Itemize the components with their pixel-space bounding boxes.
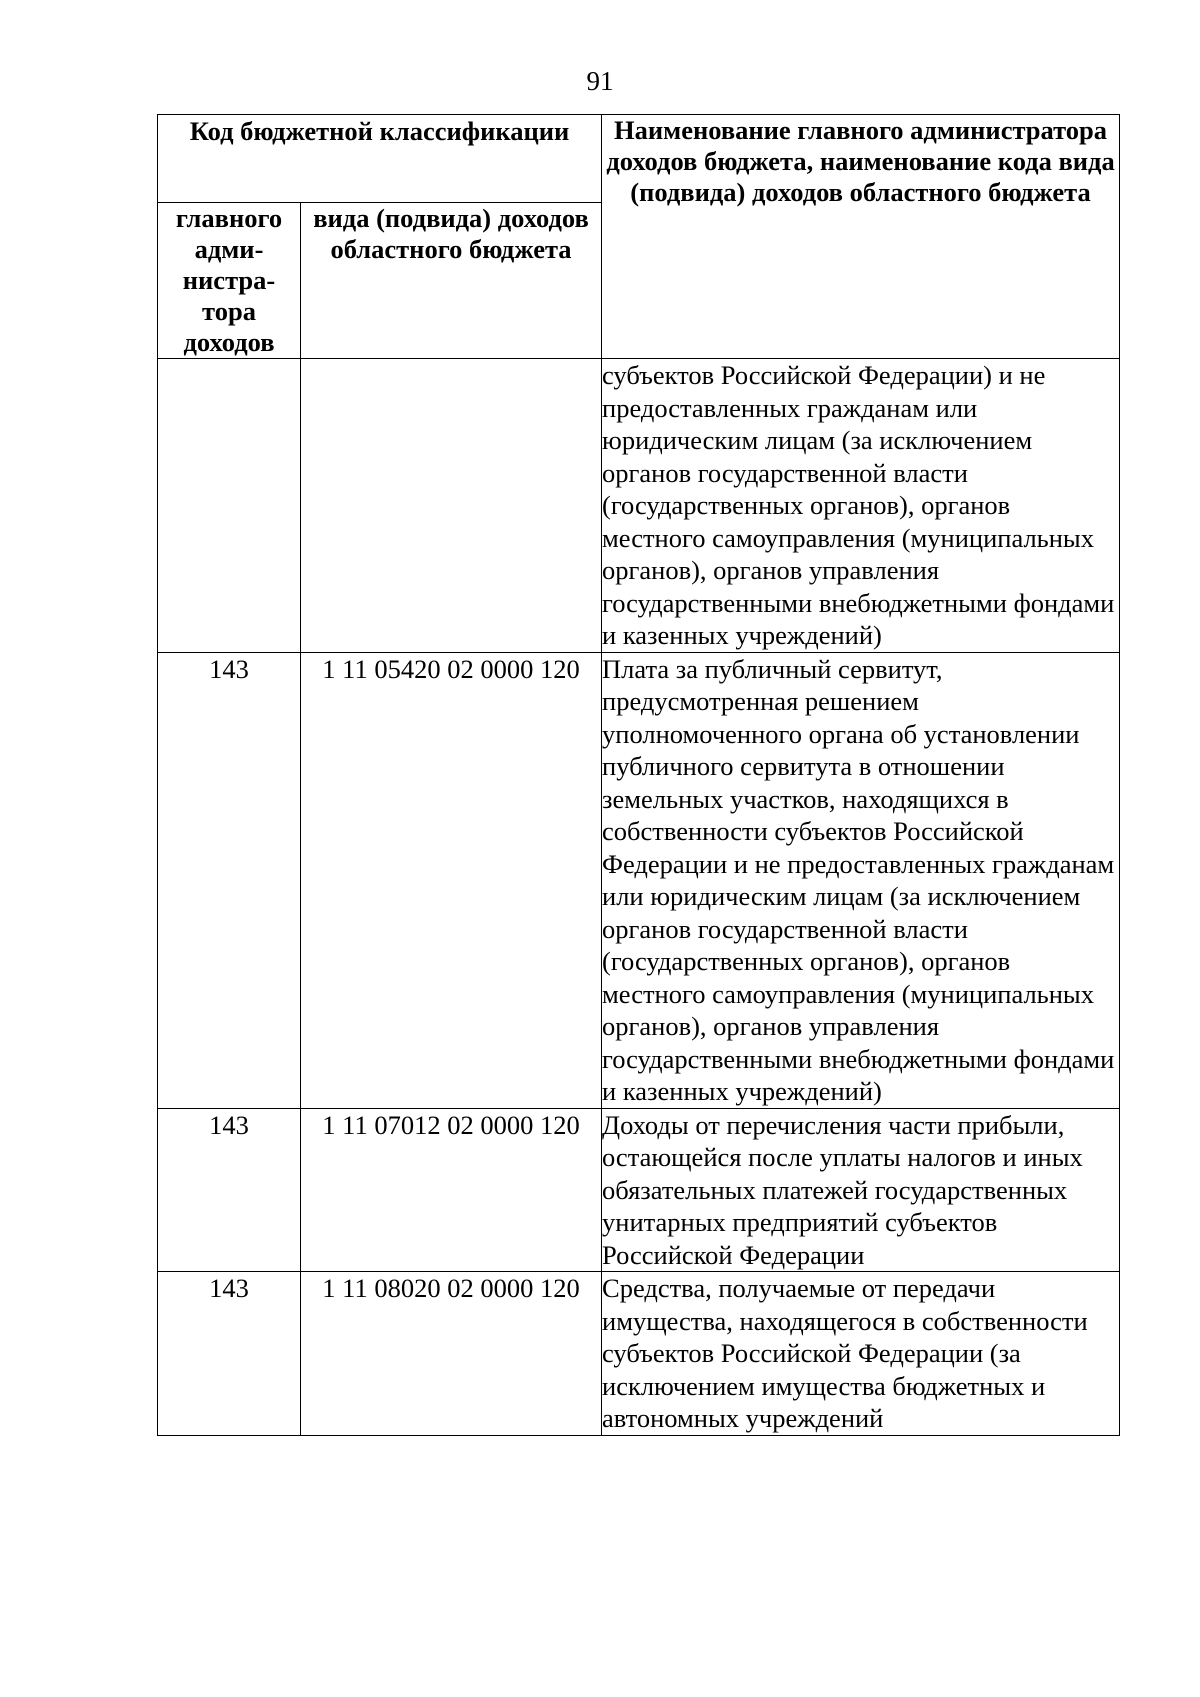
income-code-cell: 1 11 05420 02 0000 120 xyxy=(301,652,602,1108)
admin-code-cell: 143 xyxy=(158,652,301,1108)
header-name-column: Наименование главного администратора доходов бюджета, наименование кода вида (подвида) доходов областного бюджета xyxy=(602,115,1120,359)
header-budget-code-group: Код бюджетной классификации xyxy=(158,115,602,203)
income-code-cell: 1 11 07012 02 0000 120 xyxy=(301,1108,602,1272)
budget-classification-table xyxy=(157,114,1120,1436)
income-name-cell: Плата за публичный сервитут, предусмотренная решением уполномоченного органа об установлении публичного сервитута в отношении земельных участков, находящихся в собственности субъектов Российской Федерации и не предоставленных гражданам или юридическим лицам (за исключением органов государственной власти (государственных органов), органов местного самоуправления (муниципальных органов), органов управления государственными внебюджетными фондами и казенных учреждений) xyxy=(602,652,1120,1108)
table-row xyxy=(158,652,1120,1108)
income-code-cell xyxy=(301,359,602,653)
table-header xyxy=(158,115,1120,359)
table-row xyxy=(158,1108,1120,1272)
header-admin-column: главного адми- нистра- тора доходов xyxy=(158,203,301,359)
income-name-cell: Доходы от перечисления части прибыли, остающейся после уплаты налогов и иных обязательных платежей государственных унитарных предприятий субъектов Российской Федерации xyxy=(602,1108,1120,1272)
income-name-cell: Средства, получаемые от передачи имущества, находящегося в собственности субъектов Российской Федерации (за исключением имущества бюджетных и автономных учреждений xyxy=(602,1272,1120,1436)
header-kind-column: вида (подвида) доходов областного бюджета xyxy=(301,203,602,359)
admin-code-cell: 143 xyxy=(158,1272,301,1436)
page-number: 91 xyxy=(586,66,614,96)
table-body xyxy=(158,359,1120,1436)
table-row xyxy=(158,1272,1120,1436)
admin-code-cell xyxy=(158,359,301,653)
admin-code-cell: 143 xyxy=(158,1108,301,1272)
table-row xyxy=(158,359,1120,653)
income-code-cell: 1 11 08020 02 0000 120 xyxy=(301,1272,602,1436)
income-name-cell: субъектов Российской Федерации) и не предоставленных гражданам или юридическим лицам (за исключением органов государственной власти (государственных органов), органов местного самоуправления (муниципальных органов), органов управления государственными внебюджетными фондами и казенных учреждений) xyxy=(602,359,1120,653)
